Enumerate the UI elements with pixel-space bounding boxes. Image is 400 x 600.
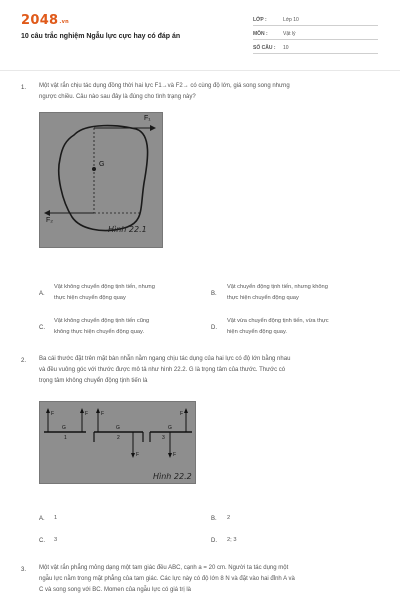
question-1-number: 1. [21,85,27,91]
page-header [0,0,400,68]
label-f: F [136,452,140,458]
question-2-text: Ba cái thước đặt trên mặt bàn nhẵn nằm ngang chịu tác dụng của hai lực có độ lớn bằng nhau và đều vuông góc với thước được mô tả như hình 22.2. G là trọng tâm của thước. Thước có trọng tâm không chuyển động tịnh tiến là [39,356,291,384]
label-g: G [62,425,66,431]
label-ruler-3: 3 [162,435,165,441]
question-1-text: Một vật rắn chịu tác dụng đồng thời hai lực F1→và F2→ có cùng độ lớn, giá song song nhưng ngược chiều. Câu nào sau đây là đúng cho tình trạng này? [39,83,290,100]
figure-caption: Hình 22.2 [153,472,192,481]
header-divider [0,70,400,71]
label-ruler-1: 1 [64,435,67,441]
label-f2: F₂ [46,217,53,224]
meta-count-row: SỐ CÂU : 10 [253,42,378,54]
option-1b-text[interactable]: Vật chuyển động tịnh tiến, nhưng không thực hiện chuyển động quay [227,284,328,301]
solid-body-outline [59,126,148,231]
figure-22-1 [39,112,163,248]
label-g: G [99,161,105,168]
option-1d-letter[interactable]: D. [211,325,217,331]
option-1c-letter[interactable]: C. [39,325,45,331]
force-f2-arrowhead [44,210,50,216]
center-of-mass-point [92,167,96,171]
label-f: F [101,411,105,417]
label-f: F [51,411,55,417]
option-2d-letter[interactable]: D. [211,538,217,544]
label-g: G [168,425,172,431]
label-f1: F₁ [144,115,151,122]
label-g: G [116,425,120,431]
option-2a-letter[interactable]: A. [39,516,45,522]
option-2c-letter[interactable]: C. [39,538,45,544]
option-2b-text[interactable]: 2 [227,515,231,521]
label-f: F [173,452,177,458]
force-arrowhead [184,408,188,413]
label-f: F [180,411,184,417]
document-title: 10 câu trắc nghiệm Ngẫu lực cực hay có đáp án [21,33,181,40]
option-2d-text[interactable]: 2; 3 [227,537,237,543]
meta-class-row: LỚP : Lớp 10 [253,14,378,26]
figure-22-2 [39,401,196,484]
label-ruler-2: 2 [117,435,120,441]
figure-caption: Hình 22.1 [108,225,147,234]
option-2b-letter[interactable]: B. [211,516,217,522]
option-2c-text[interactable]: 3 [54,537,58,543]
force-arrowhead [80,408,84,413]
option-1d-text[interactable]: Vật vừa chuyển động tịnh tiến, vừa thực hiện chuyển động quay. [227,318,329,335]
label-f: F [85,411,89,417]
option-1b-letter[interactable]: B. [211,291,217,297]
question-3-text: Một vật rắn phẳng mỏng dạng một tam giác đều ABC, cạnh a = 20 cm. Người ta tác dụng một ngẫu lực nằm trong mặt phẳng của tam giác. Các lực này có độ lớn 8 N và đặt vào hai đỉnh A và C và song song với BC. Momen của ngẫu lực có giá trị là [39,565,295,593]
force-arrowhead [131,453,135,458]
option-2a-text[interactable]: 1 [54,515,58,521]
force-arrowhead [46,408,50,413]
option-1c-text[interactable]: Vật không chuyển động tịnh tiến cũng không thực hiện chuyển động quay. [54,318,150,335]
force-f1-arrowhead [150,125,156,131]
meta-subject-row: MÔN : Vật lý [253,28,378,40]
question-2-number: 2. [21,358,27,364]
force-arrowhead [96,408,100,413]
force-arrowhead [168,453,172,458]
option-1a-text[interactable]: Vật không chuyển động tịnh tiến, nhưng thực hiện chuyển động quay [54,284,155,301]
question-3-number: 3. [21,567,27,573]
option-1a-letter[interactable]: A. [39,291,45,297]
site-logo[interactable]: 2048.vn [21,13,70,28]
